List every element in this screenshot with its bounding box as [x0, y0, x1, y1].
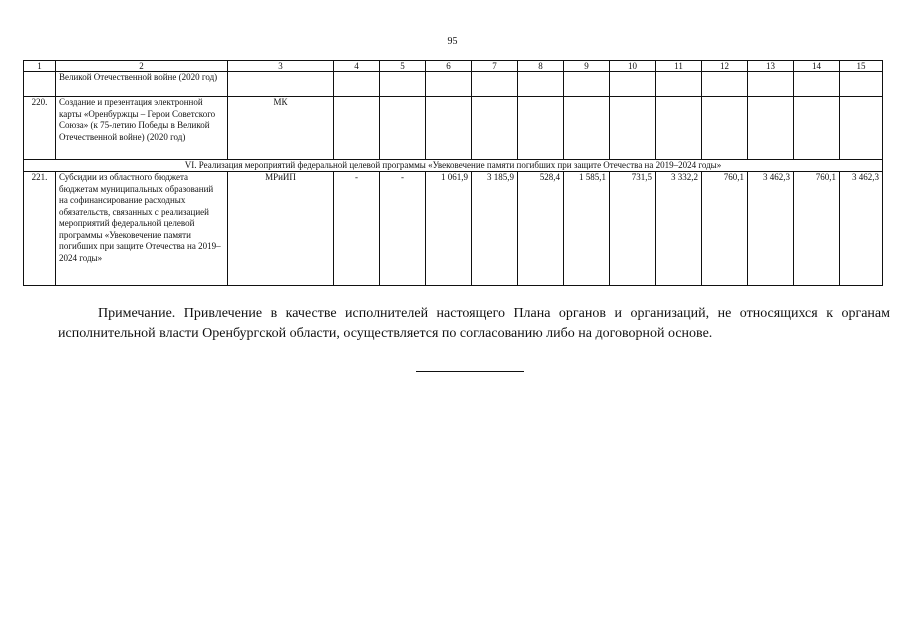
column-header: 12 — [702, 61, 748, 72]
cell-value: - — [380, 172, 426, 286]
column-header: 5 — [380, 61, 426, 72]
cell-value: 528,4 — [518, 172, 564, 286]
cell-value: 760,1 — [702, 172, 748, 286]
page-number: 95 — [447, 36, 458, 47]
column-header: 2 — [56, 61, 228, 72]
column-header: 4 — [334, 61, 380, 72]
cell-value: 760,1 — [794, 172, 840, 286]
cell-executor: МК — [228, 97, 334, 160]
column-header: 8 — [518, 61, 564, 72]
table-row — [24, 72, 883, 97]
column-header: 9 — [564, 61, 610, 72]
column-header: 6 — [426, 61, 472, 72]
column-header: 7 — [472, 61, 518, 72]
column-header: 13 — [748, 61, 794, 72]
table-row — [24, 97, 883, 160]
cell-name: Создание и презентация электронной карты «Оренбуржцы – Герои Советского Союза» (к 75-летию Победы в Великой Отечественной войне) (2020 год) — [56, 97, 228, 160]
divider-line — [416, 371, 524, 372]
column-header: 10 — [610, 61, 656, 72]
cell-value: 3 332,2 — [656, 172, 702, 286]
cell-value: 1 061,9 — [426, 172, 472, 286]
column-header: 11 — [656, 61, 702, 72]
column-number-row — [24, 61, 883, 72]
cell-executor: МРиИП — [228, 172, 334, 286]
cell-value: 3 185,9 — [472, 172, 518, 286]
table-row — [24, 172, 883, 286]
plan-table — [23, 60, 883, 286]
cell-number: 221. — [24, 172, 56, 286]
cell-number: 220. — [24, 97, 56, 160]
cell-value: 3 462,3 — [748, 172, 794, 286]
cell-value: - — [334, 172, 380, 286]
cell-value: 731,5 — [610, 172, 656, 286]
cell-name: Субсидии из областного бюджета бюджетам муниципальных образований на софинансирование расходных обязательств, связанных с реализацией мероприятий федеральной целевой программы «Увековечение памяти погибших при защите Отечества на 2019–2024 годы» — [56, 172, 228, 286]
column-header: 14 — [794, 61, 840, 72]
cell-number — [24, 72, 56, 97]
column-header: 15 — [840, 61, 883, 72]
cell-value: 3 462,3 — [840, 172, 883, 286]
section-title: VI. Реализация мероприятий федеральной целевой программы «Увековечение памяти погибших при защите Отечества на 2019–2024 годы» — [24, 160, 883, 172]
column-header: 1 — [24, 61, 56, 72]
note-paragraph: Примечание. Привлечение в качестве исполнителей настоящего Плана органов и организаций, не относящихся к органам исполнительной власти Оренбургской области, осуществляется по согласованию либо на договорной основе. — [58, 306, 890, 341]
cell-value: 1 585,1 — [564, 172, 610, 286]
column-header: 3 — [228, 61, 334, 72]
cell-name: Великой Отечественной войне (2020 год) — [56, 72, 228, 97]
section-row — [24, 160, 883, 172]
